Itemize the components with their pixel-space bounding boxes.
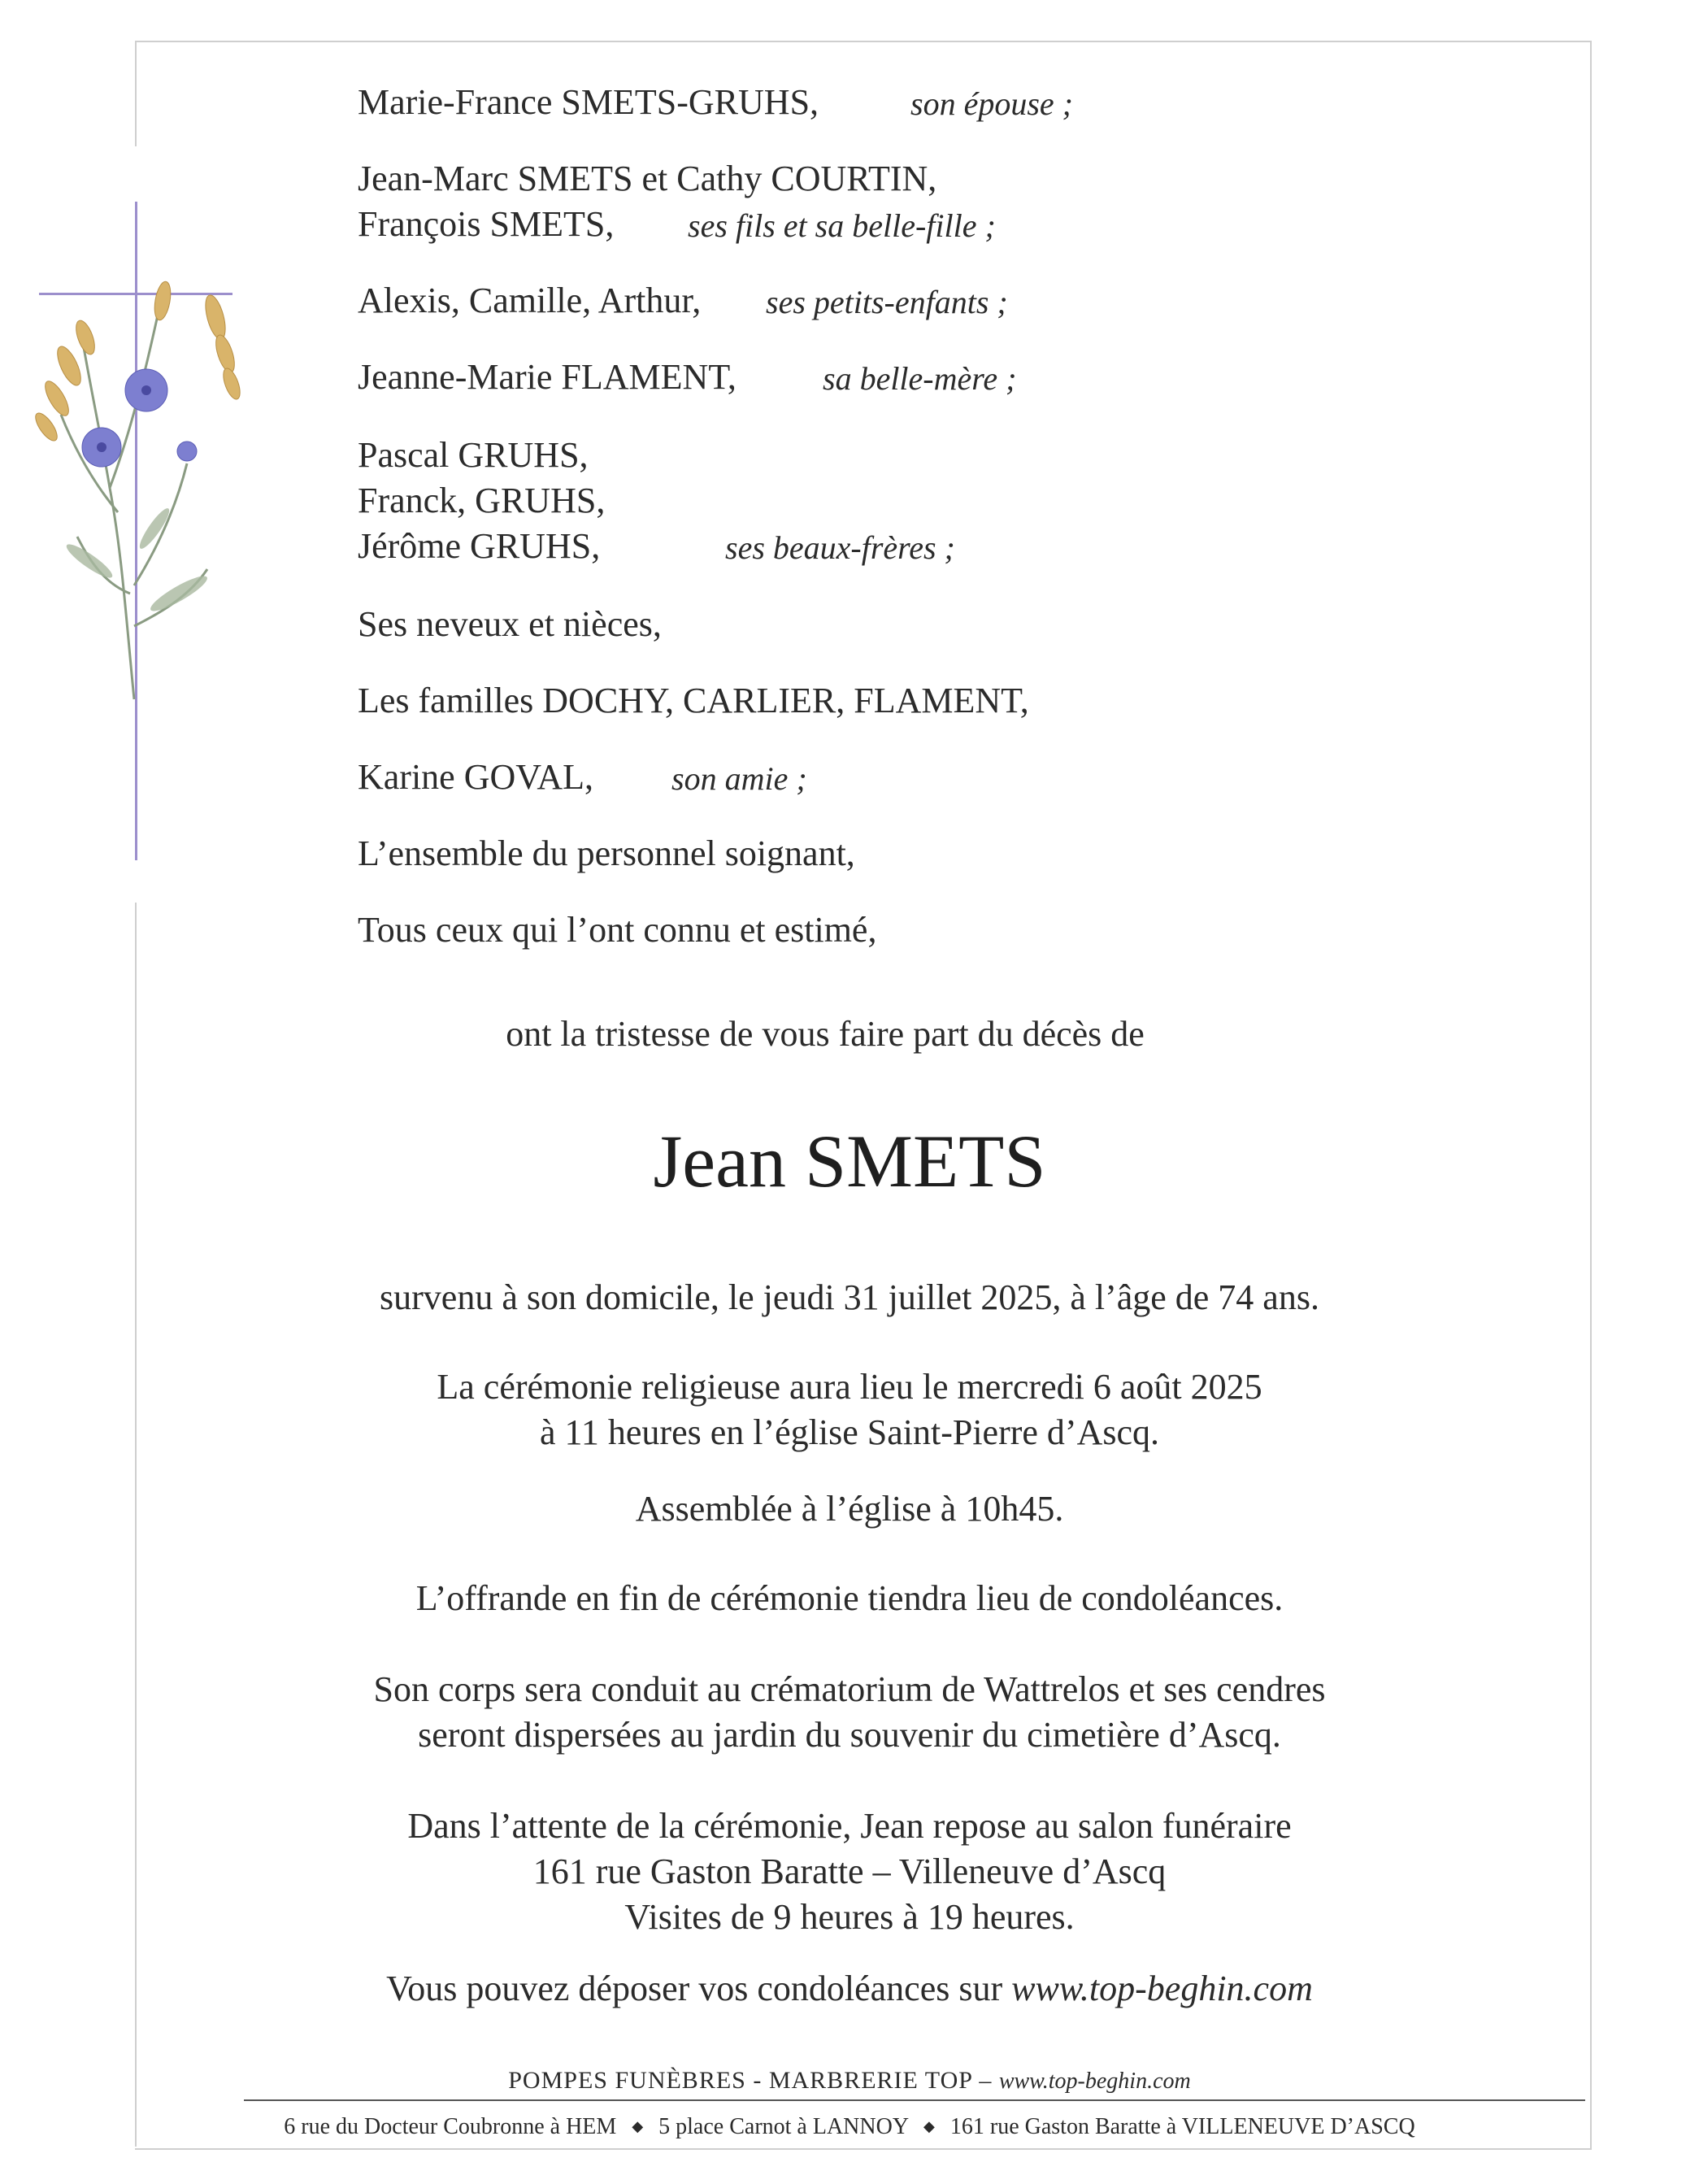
family-name-line: François SMETS, [358, 204, 615, 244]
detail-line: seront dispersées au jardin du souvenir du cimetière d’Ascq. [418, 1715, 1281, 1755]
detail-line: à 11 heures en l’église Saint-Pierre d’Ascq. [539, 1412, 1159, 1452]
condolences-text: Vous pouvez déposer vos condoléances sur [386, 1969, 1003, 2008]
family-relation: son épouse ; [910, 85, 1073, 122]
family-name-line: Jean-Marc SMETS et Cathy COURTIN, [358, 159, 937, 198]
detail-line: survenu à son domicile, le jeudi 31 juillet 2025, à l’âge de 74 ans. [380, 1277, 1319, 1317]
family-name-line: Jeanne-Marie FLAMENT, [358, 357, 737, 397]
detail-line: Assemblée à l’église à 10h45. [635, 1489, 1064, 1529]
frame-left-edge-top [135, 41, 137, 146]
family-name-line: Jérôme GRUHS, [358, 526, 601, 566]
diamond-separator-icon: ◆ [632, 2118, 644, 2134]
family-name-line: Marie-France SMETS-GRUHS, [358, 82, 819, 122]
detail-line: La cérémonie religieuse aura lieu le mercredi 6 août 2025 [437, 1367, 1262, 1407]
deceased-name: Jean SMETS [653, 1120, 1046, 1203]
detail-line: Son corps sera conduit au crématorium de Wattrelos et ses cendres [373, 1669, 1326, 1709]
family-name-line: Tous ceux qui l’ont connu et estimé, [358, 910, 877, 950]
family-relation: son amie ; [671, 760, 807, 797]
footer-company: POMPES FUNÈBRES - MARBRERIE TOP – [508, 2067, 993, 2094]
family-name-line: Pascal GRUHS, [358, 435, 589, 475]
detail-line: Dans l’attente de la cérémonie, Jean repose au salon funéraire [407, 1806, 1292, 1846]
condolences-link[interactable]: www.top-beghin.com [1011, 1969, 1313, 2008]
detail-line: Visites de 9 heures à 19 heures. [624, 1897, 1075, 1937]
footer-addresses [0, 2114, 1699, 2140]
detail-line: L’offrande en fin de cérémonie tiendra lieu de condoléances. [415, 1578, 1284, 1618]
footer-address: 6 rue du Docteur Coubronne à HEM [284, 2114, 617, 2139]
footer-address: 5 place Carnot à LANNOY [658, 2114, 909, 2139]
family-name-line: L’ensemble du personnel soignant, [358, 833, 855, 873]
diamond-separator-icon: ◆ [923, 2118, 935, 2134]
family-name-line: Alexis, Camille, Arthur, [358, 281, 702, 320]
family-name-line: Les familles DOCHY, CARLIER, FLAMENT, [358, 681, 1029, 720]
family-name-line: Ses neveux et nièces, [358, 604, 662, 644]
detail-line: 161 rue Gaston Baratte – Villeneuve d’Ascq [532, 1851, 1167, 1891]
announcement-text [0, 1016, 1699, 1052]
family-relation: ses fils et sa belle-fille ; [688, 207, 996, 244]
footer-divider [244, 2099, 1585, 2101]
family-relation: sa belle-mère ; [823, 360, 1017, 397]
footer-company-line [0, 2067, 1699, 2095]
family-relation: ses petits-enfants ; [766, 284, 1008, 320]
family-name-line: Franck, GRUHS, [358, 481, 606, 520]
announcement-label: ont la tristesse de vous faire part du décès de [506, 1014, 1145, 1054]
wheat-cornflower-illustration [12, 244, 256, 716]
footer-website-link[interactable]: www.top-beghin.com [998, 2069, 1191, 2094]
family-name-line: Karine GOVAL, [358, 757, 594, 797]
family-relation: ses beaux-frères ; [725, 529, 955, 566]
condolences-line [0, 1971, 1699, 2007]
footer-address: 161 rue Gaston Baratte à VILLENEUVE D’ASCQ [949, 2114, 1415, 2139]
